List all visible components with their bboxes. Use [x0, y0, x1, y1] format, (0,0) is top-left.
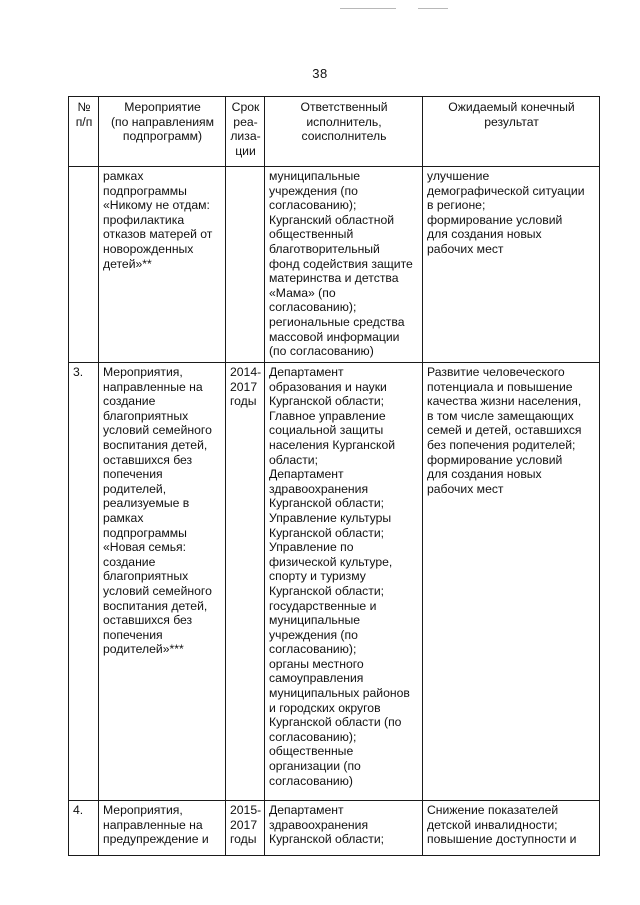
cell-line: ции	[235, 143, 256, 158]
cell-line: попечения	[103, 467, 163, 482]
cell-line: Курганской области;	[269, 496, 385, 511]
cell-line: семей и детей, оставшихся	[427, 423, 582, 438]
cell-line: 2017	[230, 817, 258, 832]
cell-line: попечения	[103, 627, 163, 642]
cell-line: детей»**	[103, 256, 152, 271]
cell-line: Управление культуры	[269, 510, 392, 525]
cell-line: учреждения (по	[269, 183, 358, 198]
cell-line: направленные на	[103, 379, 203, 394]
cell-line: «Новая семья:	[103, 540, 187, 555]
cell-line: воспитания детей,	[103, 598, 208, 613]
cell-line: Департамент	[269, 467, 344, 482]
cell-result	[423, 363, 600, 801]
scan-header-marks	[340, 8, 460, 10]
header-executor	[265, 97, 423, 167]
cell-line: Снижение показателей	[427, 803, 559, 817]
cell-term	[226, 167, 265, 363]
header-event	[99, 97, 226, 167]
table-row	[69, 363, 600, 801]
cell-line: новорожденных	[103, 241, 194, 256]
cell-line: условий семейного	[103, 423, 212, 438]
cell-line: создание	[103, 394, 156, 409]
cell-line: №	[77, 100, 91, 114]
cell-line: образования и науки	[269, 379, 387, 394]
cell-line: без попечения родителей;	[427, 437, 576, 452]
cell-line: потенциала и повышение	[427, 379, 573, 394]
cell-line: спорту и туризму	[269, 569, 366, 584]
cell-line: Мероприятие	[124, 100, 201, 114]
cell-line: Главное управление	[269, 408, 386, 423]
cell-line: государственные и	[269, 598, 377, 613]
cell-event	[99, 167, 226, 363]
cell-line: 2014-	[230, 365, 262, 379]
cell-result	[423, 801, 600, 856]
cell-line: согласованию);	[269, 300, 357, 315]
cell-line: результат	[484, 114, 539, 129]
table-row	[69, 167, 600, 363]
cell-line: Курганской области;	[269, 394, 385, 409]
cell-line: предупреждение и	[103, 832, 209, 847]
cell-line: благотворительный	[269, 241, 380, 256]
cell-line: муниципальные	[269, 613, 361, 628]
cell-line: улучшение	[427, 169, 490, 183]
cell-line: родителей,	[103, 481, 167, 496]
cell-line: Курганской области;	[269, 583, 385, 598]
cell-line: подпрограммы	[103, 183, 187, 198]
cell-line: для создания новых	[427, 227, 542, 242]
cell-line: годы	[230, 832, 257, 847]
cell-line: в том числе замещающих	[427, 408, 574, 423]
cell-event	[99, 801, 226, 856]
cell-line: Курганской области (по	[269, 715, 402, 730]
cell-line: согласованию);	[269, 642, 357, 657]
cell-line: общественные	[269, 744, 354, 759]
cell-line: реализуемые в	[103, 496, 190, 511]
cell-line: родителей»***	[103, 642, 184, 657]
cell-line: физической культуре,	[269, 554, 393, 569]
cell-line: воспитания детей,	[103, 437, 208, 452]
cell-line: исполнитель,	[306, 114, 382, 129]
cell-line: Курганской области;	[269, 525, 385, 540]
cell-line: организации (по	[269, 759, 361, 774]
cell-line: в регионе;	[427, 198, 486, 213]
cell-line: 2015-	[230, 803, 262, 817]
cell-line: «Мама» (по	[269, 285, 336, 300]
cell-line: Мероприятия,	[103, 803, 183, 817]
cell-line: рамках	[103, 510, 144, 525]
cell-line: благоприятных	[103, 408, 189, 423]
cell-line: органы местного	[269, 656, 364, 671]
cell-event	[99, 363, 226, 801]
cell-num: 3.	[69, 363, 99, 801]
cell-result	[423, 167, 600, 363]
table-header-row	[69, 97, 600, 167]
page-number: 38	[312, 66, 328, 81]
cell-line: демографической ситуации	[427, 183, 585, 198]
cell-line: повышение доступности и	[427, 832, 577, 847]
cell-line: и городских округов	[269, 700, 381, 715]
cell-line: формирование условий	[427, 212, 563, 227]
cell-line: Управление по	[269, 540, 354, 555]
cell-line: реа-	[233, 114, 258, 129]
cell-line: Курганский областной	[269, 212, 395, 227]
cell-line: социальной защиты	[269, 423, 384, 438]
cell-line: материнства и детства	[269, 271, 399, 286]
cell-line: подпрограмм)	[122, 129, 203, 144]
cell-num	[69, 167, 99, 363]
cell-line: профилактика	[103, 212, 185, 227]
cell-line: лиза-	[230, 129, 261, 144]
cell-line: направленные на	[103, 817, 203, 832]
cell-line: детской инвалидности;	[427, 817, 558, 832]
cell-term	[226, 801, 265, 856]
cell-line: 2017	[230, 379, 258, 394]
cell-line: Курганской области;	[269, 832, 385, 847]
cell-line: согласованию)	[269, 773, 353, 788]
cell-line: здравоохранения	[269, 817, 369, 832]
cell-line: массовой информации	[269, 329, 400, 344]
cell-line: Ожидаемый конечный	[448, 100, 575, 114]
cell-line: рабочих мест	[427, 241, 504, 256]
cell-line: согласованию);	[269, 198, 357, 213]
cell-line: оставшихся без	[103, 452, 193, 467]
cell-line: Развитие человеческого	[427, 365, 565, 379]
cell-line: п/п	[75, 114, 93, 129]
cell-line: подпрограммы	[103, 525, 187, 540]
cell-line: «Никому не отдам:	[103, 198, 210, 213]
cell-line: фонд содействия защите	[269, 256, 413, 271]
cell-line: согласованию);	[269, 729, 357, 744]
cell-line: соисполнитель	[301, 129, 387, 144]
cell-line: региональные средства	[269, 314, 405, 329]
cell-line: благоприятных	[103, 569, 189, 584]
cell-line: Ответственный	[300, 100, 388, 114]
cell-line: Мероприятия,	[103, 365, 183, 379]
table-row	[69, 801, 600, 856]
cell-line: годы	[230, 394, 257, 409]
cell-executor	[265, 167, 423, 363]
cell-line: рамках	[103, 169, 144, 183]
cell-line: здравоохранения	[269, 481, 369, 496]
cell-line: отказов матерей от	[103, 227, 213, 242]
cell-line: (по направлениям	[110, 114, 215, 129]
header-result	[423, 97, 600, 167]
cell-line: (по согласованию)	[269, 344, 374, 359]
cell-term	[226, 363, 265, 801]
cell-line: учреждения (по	[269, 627, 358, 642]
cell-line: муниципальных районов	[269, 686, 410, 701]
header-num	[69, 97, 99, 167]
cell-line: условий семейного	[103, 583, 212, 598]
cell-line: для создания новых	[427, 467, 542, 482]
cell-line: Срок	[231, 100, 260, 114]
cell-line: качества жизни населения,	[427, 394, 582, 409]
cell-line: самоуправления	[269, 671, 364, 686]
events-table	[68, 96, 600, 856]
cell-line: формирование условий	[427, 452, 563, 467]
cell-line: общественный	[269, 227, 354, 242]
cell-line: муниципальные	[269, 169, 361, 183]
cell-line: Департамент	[269, 365, 344, 379]
cell-line: рабочих мест	[427, 481, 504, 496]
cell-line: населения Курганской	[269, 437, 396, 452]
cell-line: создание	[103, 554, 156, 569]
cell-executor	[265, 363, 423, 801]
cell-line: Департамент	[269, 803, 344, 817]
cell-executor	[265, 801, 423, 856]
header-term	[226, 97, 265, 167]
cell-line: оставшихся без	[103, 613, 193, 628]
cell-line: области;	[269, 452, 318, 467]
cell-num: 4.	[69, 801, 99, 856]
